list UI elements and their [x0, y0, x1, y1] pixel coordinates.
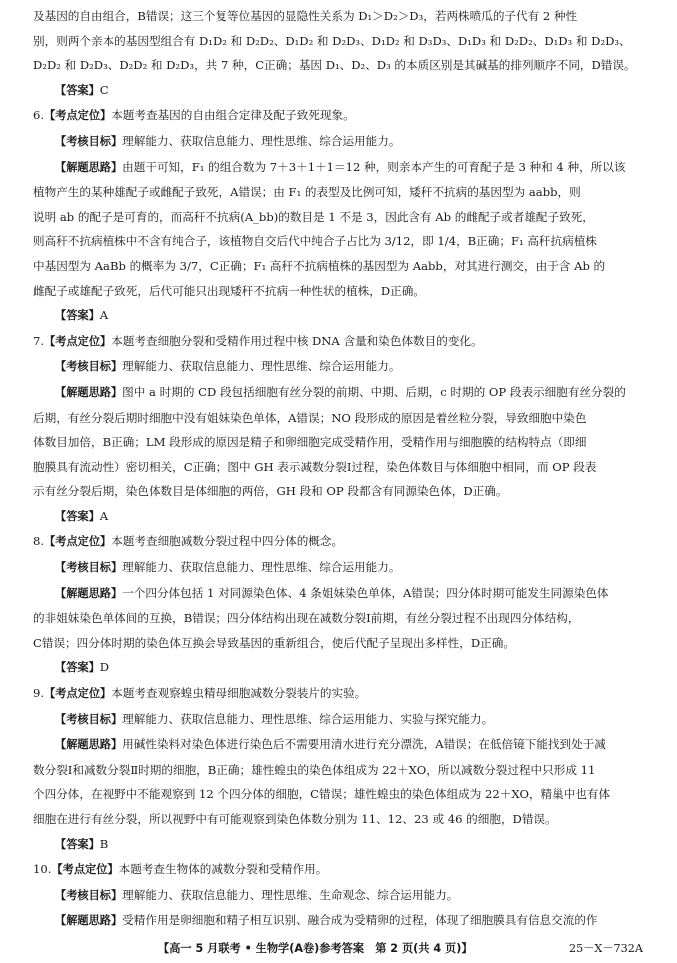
- line-text: C: [99, 82, 109, 97]
- footer-title: 【高一 5 月联考 • 生物学(A卷)参考答案 第 2 页(共 4 页)】: [158, 942, 473, 955]
- line-text: B: [99, 836, 109, 851]
- answer-line: [33, 303, 643, 329]
- text-line: [33, 180, 643, 205]
- question-number: 8.: [33, 534, 45, 549]
- question-number: 6.: [33, 108, 45, 123]
- section-tag: 【考核目标】: [55, 360, 123, 374]
- answer-content: [33, 4, 643, 934]
- line-text: 受精作用是卵细胞和精子相互识别、融合成为受精卵的过程，体现了细胞膜具有信息交流的作: [122, 913, 598, 928]
- text-line: [33, 4, 643, 29]
- line-text: 后期，有丝分裂后期时细胞中没有姐妹染色单体，A错误；NO 段形成的原因是着丝粒分裂，导致细胞中染色: [33, 410, 587, 425]
- line-text: A: [99, 508, 109, 523]
- question-number: 9.: [33, 686, 45, 701]
- section-tag: 【考核目标】: [55, 134, 123, 148]
- section-tag: 【解题思路】: [55, 586, 123, 600]
- answer-line: [33, 504, 643, 530]
- line-text: 则高秆不抗病植株中不含有纯合子，该植物自交后代中纯合子占比为 3/12，即 1/4，B正确；F₁ 高秆抗病植株: [33, 234, 597, 249]
- question-number: 7.: [33, 333, 45, 348]
- item-line: [33, 103, 643, 129]
- line-text: 理解能力、获取信息能力、理性思维、综合运用能力。: [122, 560, 401, 575]
- item-line: [33, 883, 643, 909]
- section-tag: 【考点定位】: [44, 535, 112, 549]
- section-tag: 【考点定位】: [44, 109, 112, 123]
- item-line: [33, 707, 643, 733]
- section-tag: 【解题思路】: [55, 738, 123, 752]
- item-line: [33, 380, 643, 406]
- page-footer: [0, 937, 677, 957]
- line-text: 理解能力、获取信息能力、理性思维、综合运用能力。: [122, 133, 401, 148]
- line-text: 别，则两个亲本的基因型组合有 D₁D₂ 和 D₂D₂、D₁D₂ 和 D₂D₃、D₁D₂ 和 D₃D₃、D₁D₃ 和 D₂D₂、D₁D₃ 和 D₂D₃、: [33, 33, 631, 48]
- text-line: [33, 254, 643, 279]
- text-line: [33, 229, 643, 254]
- text-line: [33, 782, 643, 807]
- section-tag: 【答案】: [55, 309, 100, 323]
- section-tag: 【考核目标】: [55, 888, 123, 902]
- text-line: [33, 479, 643, 504]
- section-tag: 【答案】: [55, 837, 100, 851]
- item-line: [33, 732, 643, 758]
- text-line: [33, 430, 643, 455]
- text-line: [33, 807, 643, 832]
- section-tag: 【考核目标】: [55, 561, 123, 575]
- line-text: 本题考查细胞减数分裂过程中四分体的概念。: [111, 534, 344, 549]
- line-text: 本题考查细胞分裂和受精作用过程中核 DNA 含量和染色体数目的变化。: [111, 333, 483, 348]
- item-line: [33, 857, 643, 883]
- section-tag: 【考点定位】: [51, 863, 119, 877]
- line-text: D₂D₂ 和 D₂D₃、D₂D₂ 和 D₂D₃，共 7 种，C正确；基因 D₁、D₂、D₃ 的本质区别是其碱基的排列顺序不同，D错误。: [33, 58, 636, 73]
- item-line: [33, 529, 643, 555]
- text-line: [33, 53, 643, 78]
- footer-code: 25－X－732A: [568, 942, 643, 955]
- answer-line: [33, 655, 643, 681]
- text-line: [33, 631, 643, 656]
- line-text: 本题考查生物体的减数分裂和受精作用。: [118, 862, 328, 877]
- item-line: [33, 354, 643, 380]
- section-tag: 【考点定位】: [44, 687, 112, 701]
- line-text: 胞膜具有流动性）密切相关，C正确；图中 GH 表示减数分裂Ⅰ过程，染色体数目与体细胞中相同，而 OP 段表: [33, 459, 597, 474]
- text-line: [33, 455, 643, 480]
- section-tag: 【解题思路】: [55, 914, 123, 928]
- section-tag: 【答案】: [55, 661, 100, 675]
- text-line: [33, 29, 643, 54]
- line-text: 的非姐妹染色单体间的互换，B错误；四分体结构出现在减数分裂Ⅰ前期，有丝分裂过程不出现四分体结构，: [33, 611, 580, 626]
- section-tag: 【解题思路】: [55, 385, 123, 399]
- line-text: 说明 ab 的配子是可育的，而高秆不抗病(A_bb)的数目是 1 不是 3，因此含有 Ab 的雌配子或者雄配子致死，: [33, 209, 594, 224]
- line-text: 用碱性染料对染色体进行染色后不需要用清水进行充分漂洗，A错误；在低倍镜下能找到处于减: [122, 737, 606, 752]
- line-text: A: [99, 308, 109, 323]
- text-line: [33, 406, 643, 431]
- line-text: 本题考查基因的自由组合定律及配子致死现象。: [111, 108, 355, 123]
- item-line: [33, 681, 643, 707]
- text-line: [33, 279, 643, 304]
- line-text: 理解能力、获取信息能力、理性思维、生命观念、综合运用能力。: [122, 887, 459, 902]
- section-tag: 【答案】: [55, 509, 100, 523]
- answer-line: [33, 78, 643, 104]
- item-line: [33, 555, 643, 581]
- question-number: 10.: [33, 862, 52, 877]
- section-tag: 【答案】: [55, 83, 100, 97]
- text-line: [33, 606, 643, 631]
- item-line: [33, 155, 643, 181]
- line-text: 本题考查观察蝗虫精母细胞减数分裂装片的实验。: [111, 686, 367, 701]
- line-text: 雌配子或雄配子致死，后代可能只出现矮秆不抗病一种性状的植株，D正确。: [33, 283, 425, 298]
- line-text: 个四分体，在视野中不能观察到 12 个四分体的细胞，C错误；雄性蝗虫的染色体组成为 22＋XO，精巢中也有体: [33, 787, 611, 802]
- item-line: [33, 129, 643, 155]
- line-text: 中基因型为 AaBb 的概率为 3/7，C正确；F₁ 高秆不抗病植株的基因型为 Aabb，对其进行测交，由于含 Ab 的: [33, 258, 606, 273]
- line-text: 数分裂Ⅰ和减数分裂Ⅱ时期的细胞，B正确；雄性蝗虫的染色体组成为 22＋XO，所以减数分裂过程中只形成 11: [33, 762, 596, 777]
- line-text: 及基因的自由组合，B错误；这三个复等位基因的显隐性关系为 D₁＞D₂＞D₃，若两株喷瓜的子代有 2 种性: [33, 9, 578, 23]
- text-line: [33, 758, 643, 783]
- item-line: [33, 908, 643, 934]
- answer-line: [33, 832, 643, 858]
- section-tag: 【解题思路】: [55, 160, 123, 174]
- line-text: 由题干可知，F₁ 的组合数为 7＋3＋1＋1＝12 种，则亲本产生的可育配子是 3 种和 4 种，所以该: [122, 159, 626, 174]
- line-text: 理解能力、获取信息能力、理性思维、综合运用能力、实验与探究能力。: [122, 711, 494, 726]
- line-text: 一个四分体包括 1 对同源染色体、4 条姐妹染色单体，A错误；四分体时期可能发生同源染色体: [122, 585, 609, 600]
- line-text: 细胞在进行有丝分裂，所以视野中有可能观察到染色体数分别为 11、12、23 或 46 的细胞，D错误。: [33, 812, 557, 826]
- line-text: 图中 a 时期的 CD 段包括细胞有丝分裂的前期、中期、后期，c 时期的 OP 段表示细胞有丝分裂的: [122, 384, 626, 399]
- line-text: C错误；四分体时期的染色体互换会导致基因的重新组合，使后代配子呈现出多样性，D正确。: [33, 635, 515, 650]
- line-text: 植物产生的某种雄配子或雌配子致死，A错误；由 F₁ 的表型及比例可知，矮秆不抗病的基因型为 aabb，则: [33, 185, 581, 200]
- line-text: 理解能力、获取信息能力、理性思维、综合运用能力。: [122, 359, 401, 374]
- line-text: 示有丝分裂后期，染色体数目是体细胞的两倍，GH 段和 OP 段都含有同源染色体，D正确。: [33, 484, 508, 499]
- section-tag: 【考核目标】: [55, 712, 123, 726]
- item-line: [33, 329, 643, 355]
- text-line: [33, 205, 643, 230]
- section-tag: 【考点定位】: [44, 334, 112, 348]
- line-text: 体数目加倍，B正确；LM 段形成的原因是精子和卵细胞完成受精作用，受精作用与细胞膜的结构特点（即细: [33, 435, 587, 450]
- item-line: [33, 581, 643, 607]
- line-text: D: [99, 660, 110, 675]
